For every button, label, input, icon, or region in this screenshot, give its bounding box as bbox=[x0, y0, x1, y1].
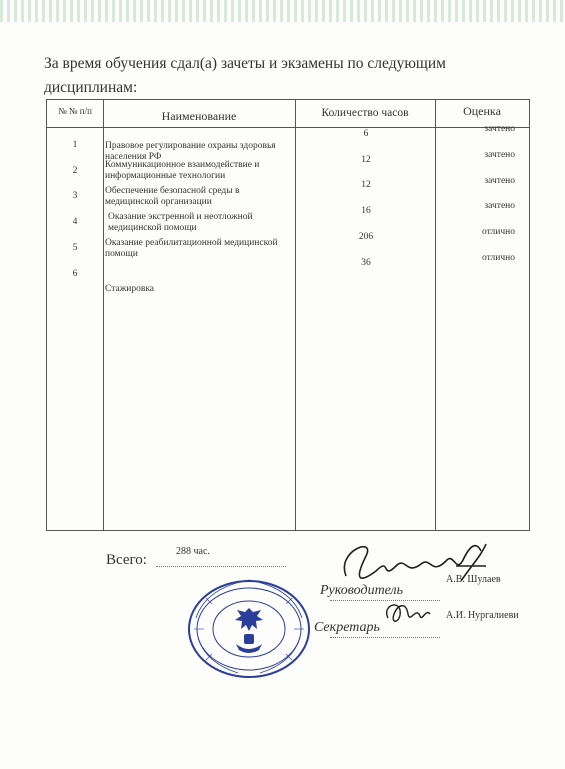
header-grade: Оценка bbox=[463, 104, 501, 118]
official-seal-icon bbox=[186, 578, 312, 680]
row-grade: отлично bbox=[482, 227, 515, 237]
row-name: Правовое регулирование охраны здоровья населения РФ bbox=[105, 141, 276, 162]
top-decorative-border bbox=[0, 0, 565, 22]
row-number: 2 bbox=[72, 166, 78, 176]
row-grade: отлично bbox=[482, 253, 515, 263]
row-grade: зачтено bbox=[484, 201, 515, 211]
row-hours: 12 bbox=[361, 180, 371, 190]
header-hours: Количество часов bbox=[321, 107, 409, 119]
column-divider bbox=[295, 100, 296, 530]
row-hours: 16 bbox=[361, 206, 371, 216]
row-name: Оказание реабилитационной медицинской помощи bbox=[105, 238, 278, 259]
row-hours: 36 bbox=[361, 258, 371, 268]
row-number: 1 bbox=[72, 140, 78, 150]
secretary-name: А.И. Нургалиеви bbox=[446, 610, 519, 621]
disciplines-table bbox=[46, 99, 530, 531]
row-name: Оказание экстренной и неотложной медицинской помощи bbox=[108, 212, 253, 233]
row-number: 4 bbox=[72, 217, 78, 227]
secretary-underline bbox=[330, 637, 440, 638]
row-name: Обеспечение безопасной среды в медицинской организации bbox=[105, 186, 240, 207]
heading-line-2: дисциплинам: bbox=[44, 79, 138, 96]
row-grade: зачтено bbox=[484, 124, 515, 134]
row-grade: зачтено bbox=[484, 176, 515, 186]
row-number: 5 bbox=[72, 243, 78, 253]
column-divider bbox=[103, 100, 104, 530]
heading-line-1: За время обучения сдал(а) зачеты и экзамены по следующим bbox=[44, 55, 446, 72]
row-grade: зачтено bbox=[484, 150, 515, 160]
row-name: Коммуникационное взаимодействие и информационные технологии bbox=[105, 160, 260, 181]
row-hours: 206 bbox=[358, 232, 374, 242]
secretary-role: Секретарь bbox=[314, 620, 380, 635]
director-role: Руководитель bbox=[320, 583, 404, 598]
header-name: Наименование bbox=[161, 109, 237, 123]
total-value: 288 час. bbox=[176, 546, 210, 557]
page-heading bbox=[44, 52, 544, 100]
secretary-signature-icon bbox=[380, 596, 440, 632]
header-number: № № п/п bbox=[58, 106, 92, 116]
row-name: Стажировка bbox=[105, 284, 155, 294]
total-label: Всего: bbox=[106, 552, 147, 568]
row-hours: 12 bbox=[361, 155, 371, 165]
column-divider bbox=[435, 100, 436, 530]
row-number: 6 bbox=[72, 269, 78, 279]
row-number: 3 bbox=[72, 191, 78, 201]
total-underline bbox=[156, 566, 286, 567]
director-name: А.В. Шулаев bbox=[446, 574, 501, 585]
row-hours: 6 bbox=[363, 129, 369, 139]
